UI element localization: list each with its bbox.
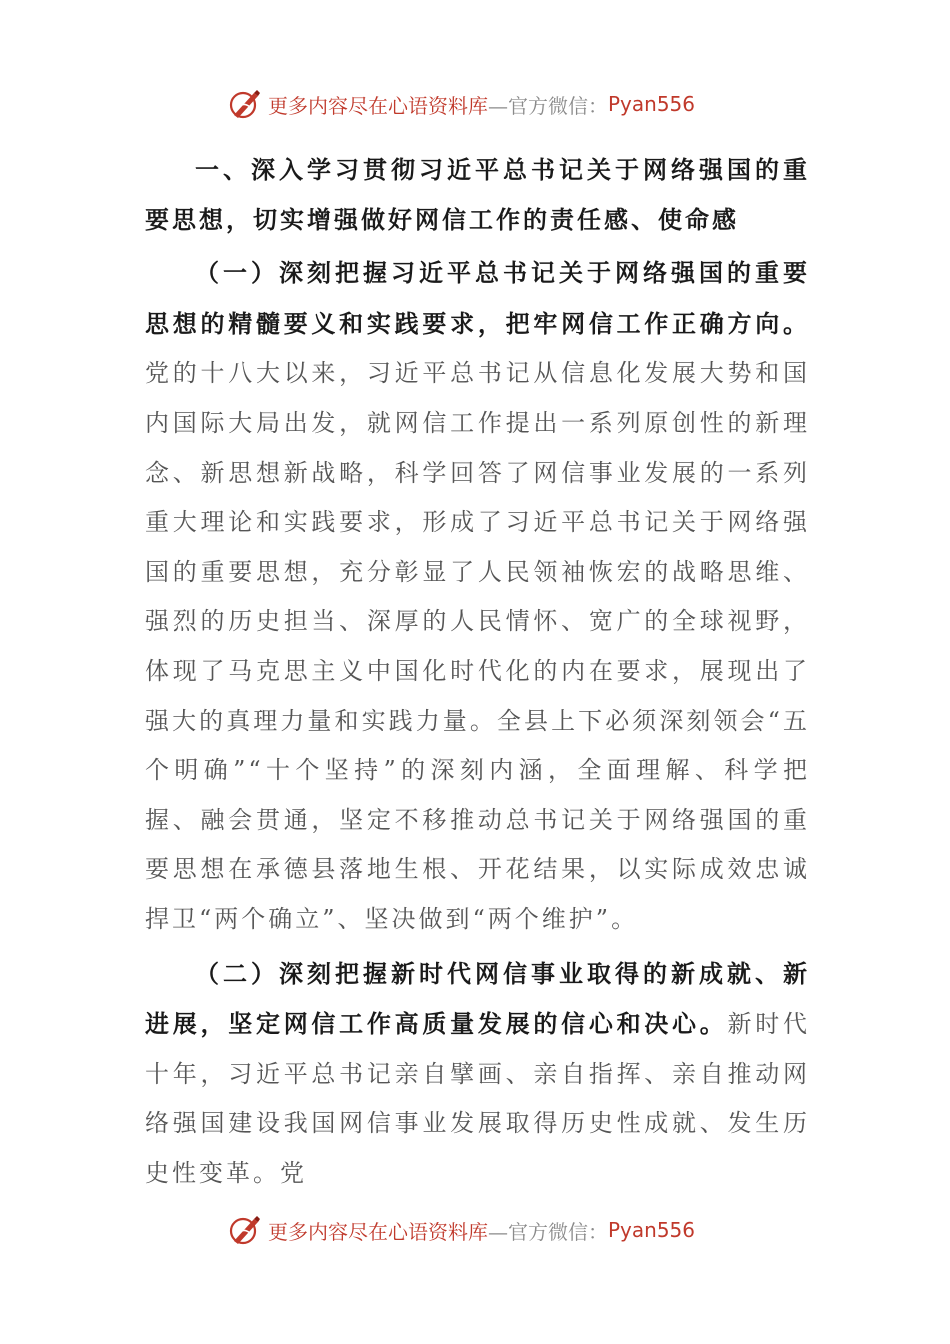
footer-banner-wechat-label: —官方微信： xyxy=(488,1219,608,1244)
paragraph-1-body: 党的十八大以来，习近平总书记从信息化发展大势和国内国际大局出发，就网信工作提出一系列原创性的新理念、新思想新战略，科学回答了网信事业发展的一系列重大理论和实践要求，形成了习近平总书记关于网络强国的重要思想，充分彰显了人民领袖恢宏的战略思维、强烈的历史担当、深厚的人民情怀、宽广的全球视野，体现了马克思主义中国化时代化的内在要求，展现出了强大的真理力量和实践力量。全县上下必须深刻领会“五个明确”“十个坚持”的深刻内涵，全面理解、科学把握、融会贯通，坚定不移推动总书记关于网络强国的重要思想在承德县落地生根、开花结果，以实际成效忠诚捍卫“两个确立”、坚决做到“两个维护”。 xyxy=(145,359,810,933)
document-body xyxy=(145,145,810,1202)
pen-circle-logo-icon xyxy=(228,87,262,121)
paragraph-2-body: 新时代十年，习近平总书记亲自擘画、亲自指挥、亲自推动网络强国建设我国网信事业发展取得历史性成就、发生历史性变革。党 xyxy=(145,1010,811,1187)
header-banner-wechat-id: Pyan556 xyxy=(608,92,696,116)
footer-banner-title: 更多内容尽在心语资料库 xyxy=(268,1219,488,1244)
paragraph-2-lead: （二）深刻把握新时代网信事业取得的新成就、新进展，坚定网信工作高质量发展的信心和决心。 xyxy=(145,958,810,1039)
pen-circle-logo-icon xyxy=(228,1213,262,1247)
header-banner xyxy=(228,84,748,124)
section-heading: 一、深入学习贯彻习近平总书记关于网络强国的重要思想，切实增强做好网信工作的责任感、使命感 xyxy=(145,155,810,234)
header-banner-wechat-label: —官方微信： xyxy=(488,93,608,118)
paragraph-2 xyxy=(145,949,810,1199)
footer-banner-wechat-id: Pyan556 xyxy=(608,1218,696,1242)
header-banner-title: 更多内容尽在心语资料库 xyxy=(268,93,488,118)
footer-banner xyxy=(228,1210,748,1250)
paragraph-1-lead: （一）深刻把握习近平总书记关于网络强国的重要思想的精髓要义和实践要求，把牢网信工作正确方向。 xyxy=(145,258,810,338)
paragraph-1 xyxy=(145,248,810,944)
